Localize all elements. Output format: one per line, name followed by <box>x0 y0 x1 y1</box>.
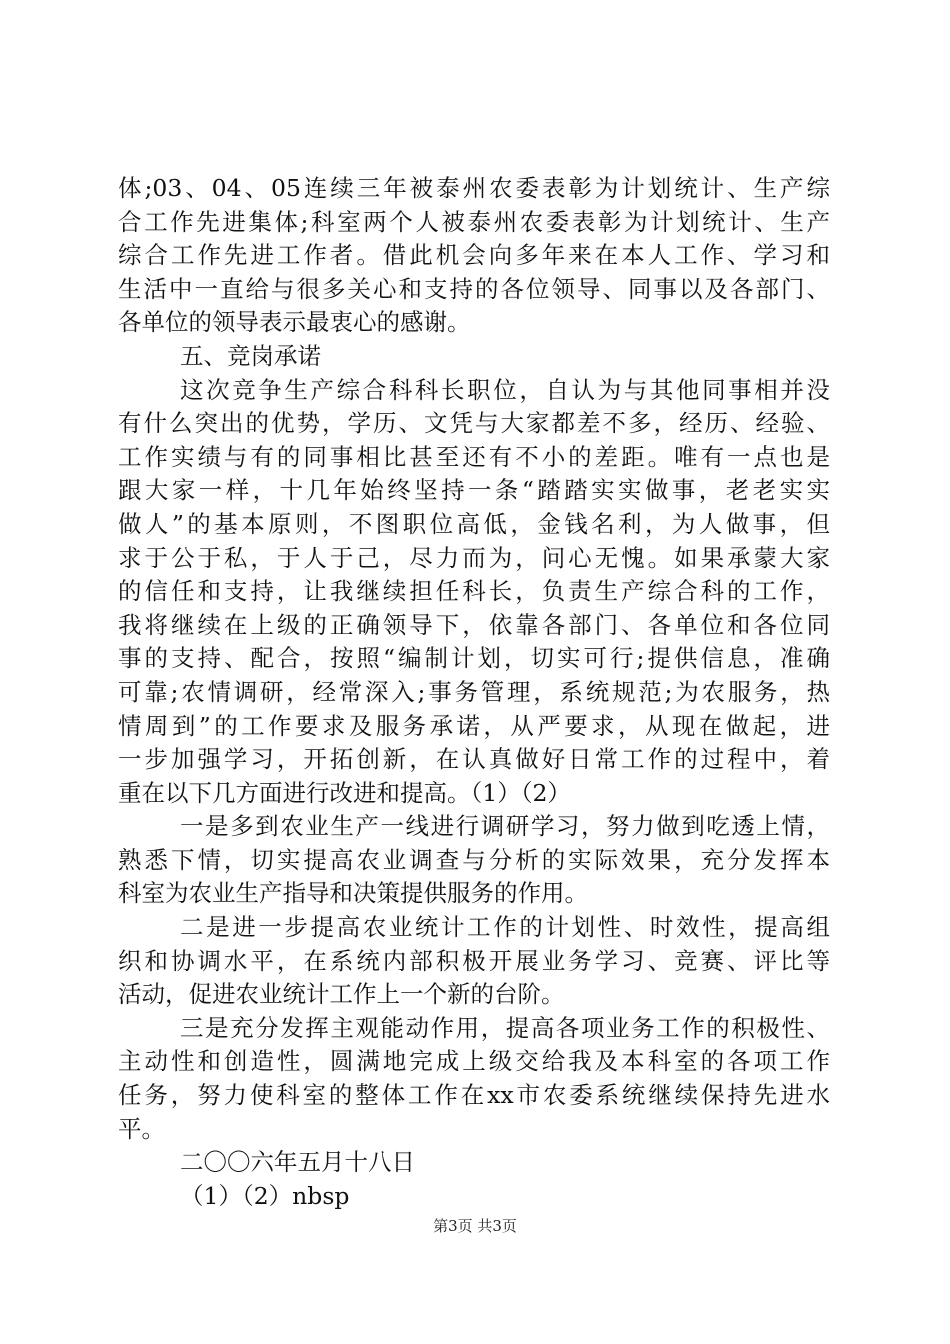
text-line: 可靠;农情调研，经常深入;事务管理，系统规范;为农服务，热 <box>118 677 830 706</box>
text-line: 主动性和创造性，圆满地完成上级交给我及本科室的各项工作 <box>118 1047 830 1076</box>
text-line: 体;03、04、05连续三年被泰州农委表彰为计划统计、生产综 <box>118 174 830 202</box>
text-line: 情周到”的工作要求及服务承诺，从严要求，从现在做起，进 <box>118 711 830 740</box>
text-line: 这次竞争生产综合科科长职位，自认为与其他同事相并没 <box>180 375 830 404</box>
text-line: 合工作先进集体;科室两个人被泰州农委表彰为计划统计、生产 <box>118 207 830 236</box>
text-line: 平。 <box>118 1114 165 1143</box>
text-line: 生活中一直给与很多关心和支持的各位领导、同事以及各部门、 <box>118 274 830 303</box>
text-line: 二是进一步提高农业统计工作的计划性、时效性，提高组 <box>180 913 830 942</box>
document-body <box>118 172 830 1213</box>
text-line: 跟大家一样，十几年始终坚持一条“踏踏实实做事，老老实实 <box>118 476 830 505</box>
text-line: （1）（2）nbsp <box>180 1181 350 1210</box>
text-line: 五、竞岗承诺 <box>180 341 321 370</box>
text-line: 二〇〇六年五月十八日 <box>180 1148 415 1177</box>
page-footer: 第3页 共3页 <box>433 1217 517 1235</box>
text-line: 综合工作先进工作者。借此机会向多年来在本人工作、学习和 <box>118 241 830 270</box>
text-line: 织和协调水平，在系统内部积极开展业务学习、竞赛、评比等 <box>118 946 830 975</box>
text-line: 任务，努力使科室的整体工作在xx市农委系统继续保持先进水 <box>118 1081 830 1110</box>
text-line: 的信任和支持，让我继续担任科长，负责生产综合科的工作， <box>118 577 830 606</box>
text-line: 工作实绩与有的同事相比甚至还有不小的差距。唯有一点也是 <box>118 442 830 471</box>
text-line: 我将继续在上级的正确领导下，依靠各部门、各单位和各位同 <box>118 610 830 639</box>
text-line: 一是多到农业生产一线进行调研学习，努力做到吃透上情， <box>180 812 830 841</box>
text-line: 做人”的基本原则，不图职位高低，金钱名利，为人做事，但 <box>118 509 830 538</box>
text-line: 事的支持、配合，按照“编制计划，切实可行;提供信息，准确 <box>118 644 830 673</box>
text-line: 一步加强学习，开拓创新，在认真做好日常工作的过程中，着 <box>118 745 830 774</box>
text-line: 求于公于私，于人于己，尽力而为，问心无愧。如果承蒙大家 <box>118 543 830 572</box>
text-line: 有什么突出的优势，学历、文凭与大家都差不多，经历、经验、 <box>118 409 830 438</box>
text-line: 三是充分发挥主观能动作用，提高各项业务工作的积极性、 <box>180 1013 830 1042</box>
text-line: 活动，促进农业统计工作上一个新的台阶。 <box>118 980 565 1009</box>
text-line: 科室为农业生产指导和决策提供服务的作用。 <box>118 879 588 908</box>
text-line: 重在以下几方面进行改进和提高。（1）（2） <box>118 778 571 807</box>
text-line: 各单位的领导表示最衷心的感谢。 <box>118 308 471 337</box>
text-line: 熟悉下情，切实提高农业调查与分析的实际效果，充分发挥本 <box>118 845 830 874</box>
